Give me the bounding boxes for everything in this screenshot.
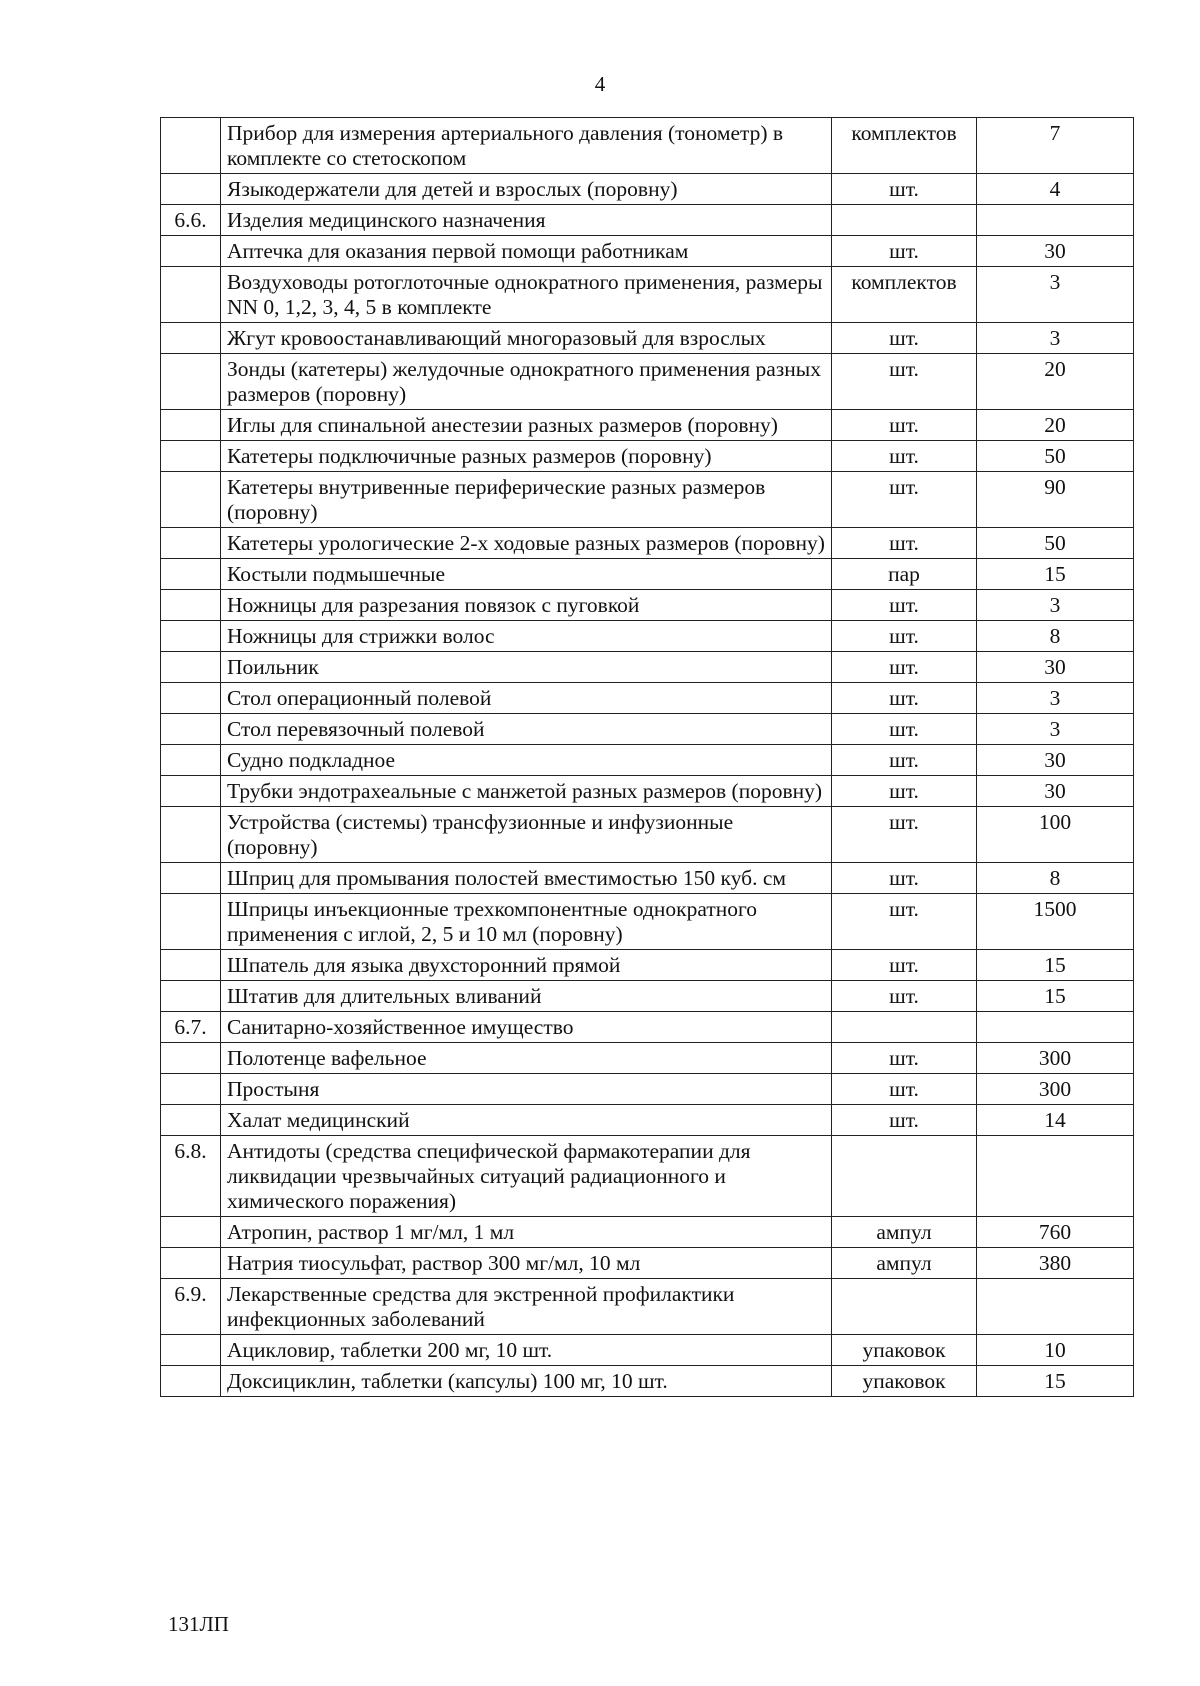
item-unit: шт. <box>832 863 977 894</box>
row-number: 6.6. <box>161 205 221 236</box>
item-quantity <box>977 1136 1134 1217</box>
item-quantity: 3 <box>977 683 1134 714</box>
item-quantity: 300 <box>977 1043 1134 1074</box>
row-number <box>161 621 221 652</box>
item-name: Прибор для измерения артериального давления (тонометр) в комплекте со стетоскопом <box>221 118 832 174</box>
table-row <box>161 174 1134 205</box>
item-name: Антидоты (средства специфической фармакотерапии для ликвидации чрезвычайных ситуаций радиационного и химического поражения) <box>221 1136 832 1217</box>
item-name: Катетеры внутривенные периферические разных размеров (поровну) <box>221 472 832 528</box>
item-unit: шт. <box>832 441 977 472</box>
item-name: Шприц для промывания полостей вместимостью 150 куб. см <box>221 863 832 894</box>
supply-table <box>160 117 1134 1397</box>
table-row <box>161 1366 1134 1397</box>
row-number <box>161 441 221 472</box>
row-number <box>161 267 221 323</box>
item-quantity: 30 <box>977 745 1134 776</box>
table-row <box>161 528 1134 559</box>
item-name: Шпатель для языка двухсторонний прямой <box>221 950 832 981</box>
row-number <box>161 323 221 354</box>
row-number <box>161 559 221 590</box>
item-quantity: 3 <box>977 267 1134 323</box>
table-row <box>161 559 1134 590</box>
item-name: Санитарно-хозяйственное имущество <box>221 1012 832 1043</box>
table-row <box>161 323 1134 354</box>
item-unit: шт. <box>832 807 977 863</box>
item-quantity: 380 <box>977 1248 1134 1279</box>
section-row <box>161 205 1134 236</box>
table-row <box>161 441 1134 472</box>
row-number <box>161 590 221 621</box>
row-number: 6.7. <box>161 1012 221 1043</box>
table-row <box>161 410 1134 441</box>
item-name: Ацикловир, таблетки 200 мг, 10 шт. <box>221 1335 832 1366</box>
row-number <box>161 683 221 714</box>
item-unit: шт. <box>832 1074 977 1105</box>
item-unit: ампул <box>832 1217 977 1248</box>
item-quantity: 100 <box>977 807 1134 863</box>
row-number <box>161 1335 221 1366</box>
item-unit: комплектов <box>832 118 977 174</box>
row-number <box>161 652 221 683</box>
item-quantity: 3 <box>977 714 1134 745</box>
item-name: Катетеры подключичные разных размеров (поровну) <box>221 441 832 472</box>
item-quantity: 30 <box>977 236 1134 267</box>
item-name: Штатив для длительных вливаний <box>221 981 832 1012</box>
item-name: Шприцы инъекционные трехкомпонентные однократного применения с иглой, 2, 5 и 10 мл (поровну) <box>221 894 832 950</box>
item-name: Изделия медицинского назначения <box>221 205 832 236</box>
item-unit <box>832 205 977 236</box>
row-number <box>161 1217 221 1248</box>
item-quantity: 15 <box>977 950 1134 981</box>
item-unit: шт. <box>832 528 977 559</box>
item-name: Атропин, раствор 1 мг/мл, 1 мл <box>221 1217 832 1248</box>
item-name: Доксициклин, таблетки (капсулы) 100 мг, 10 шт. <box>221 1366 832 1397</box>
row-number <box>161 174 221 205</box>
item-unit: ампул <box>832 1248 977 1279</box>
table-row <box>161 1217 1134 1248</box>
row-number <box>161 1043 221 1074</box>
row-number <box>161 745 221 776</box>
item-quantity: 1500 <box>977 894 1134 950</box>
item-name: Жгут кровоостанавливающий многоразовый для взрослых <box>221 323 832 354</box>
item-unit: шт. <box>832 714 977 745</box>
table-row <box>161 1043 1134 1074</box>
item-quantity: 15 <box>977 1366 1134 1397</box>
item-name: Натрия тиосульфат, раствор 300 мг/мл, 10 мл <box>221 1248 832 1279</box>
item-quantity: 50 <box>977 528 1134 559</box>
section-row <box>161 1136 1134 1217</box>
item-unit: шт. <box>832 683 977 714</box>
item-name: Катетеры урологические 2-х ходовые разных размеров (поровну) <box>221 528 832 559</box>
item-name: Языкодержатели для детей и взрослых (поровну) <box>221 174 832 205</box>
section-row <box>161 1012 1134 1043</box>
row-number <box>161 1074 221 1105</box>
table-row <box>161 776 1134 807</box>
row-number: 6.9. <box>161 1279 221 1335</box>
item-name: Устройства (системы) трансфузионные и инфузионные (поровну) <box>221 807 832 863</box>
item-unit: шт. <box>832 1043 977 1074</box>
document-code: 131ЛП <box>168 1612 229 1636</box>
table-row <box>161 621 1134 652</box>
item-name: Аптечка для оказания первой помощи работникам <box>221 236 832 267</box>
item-name: Зонды (катетеры) желудочные однократного применения разных размеров (поровну) <box>221 354 832 410</box>
row-number <box>161 1105 221 1136</box>
table-row <box>161 745 1134 776</box>
table-row <box>161 1335 1134 1366</box>
item-quantity: 7 <box>977 118 1134 174</box>
item-quantity: 4 <box>977 174 1134 205</box>
item-unit: комплектов <box>832 267 977 323</box>
table-row <box>161 807 1134 863</box>
item-unit: шт. <box>832 354 977 410</box>
item-quantity: 20 <box>977 354 1134 410</box>
item-quantity: 300 <box>977 1074 1134 1105</box>
row-number <box>161 354 221 410</box>
row-number <box>161 807 221 863</box>
item-name: Судно подкладное <box>221 745 832 776</box>
item-unit: шт. <box>832 652 977 683</box>
row-number: 6.8. <box>161 1136 221 1217</box>
row-number <box>161 863 221 894</box>
item-quantity <box>977 1012 1134 1043</box>
row-number <box>161 236 221 267</box>
item-name: Простыня <box>221 1074 832 1105</box>
row-number <box>161 894 221 950</box>
table-row <box>161 236 1134 267</box>
page-number: 4 <box>594 72 606 96</box>
item-unit: упаковок <box>832 1366 977 1397</box>
item-quantity: 20 <box>977 410 1134 441</box>
row-number <box>161 950 221 981</box>
row-number <box>161 118 221 174</box>
item-name: Лекарственные средства для экстренной профилактики инфекционных заболеваний <box>221 1279 832 1335</box>
item-name: Стол перевязочный полевой <box>221 714 832 745</box>
item-unit: шт. <box>832 174 977 205</box>
item-quantity: 30 <box>977 776 1134 807</box>
item-unit: шт. <box>832 410 977 441</box>
item-unit: шт. <box>832 950 977 981</box>
table-row <box>161 894 1134 950</box>
table-row <box>161 267 1134 323</box>
item-unit: шт. <box>832 894 977 950</box>
item-quantity: 760 <box>977 1217 1134 1248</box>
table-row <box>161 1105 1134 1136</box>
item-unit <box>832 1012 977 1043</box>
item-name: Трубки эндотрахеальные с манжетой разных размеров (поровну) <box>221 776 832 807</box>
table-row <box>161 863 1134 894</box>
item-quantity <box>977 1279 1134 1335</box>
item-unit: шт. <box>832 472 977 528</box>
item-quantity: 3 <box>977 590 1134 621</box>
row-number <box>161 1248 221 1279</box>
table-row <box>161 981 1134 1012</box>
item-name: Халат медицинский <box>221 1105 832 1136</box>
table-row <box>161 354 1134 410</box>
table-body <box>161 118 1134 1397</box>
table-row <box>161 714 1134 745</box>
item-quantity: 15 <box>977 559 1134 590</box>
item-unit <box>832 1136 977 1217</box>
item-unit: шт. <box>832 236 977 267</box>
item-unit: упаковок <box>832 1335 977 1366</box>
item-quantity: 90 <box>977 472 1134 528</box>
item-quantity: 50 <box>977 441 1134 472</box>
item-name: Поильник <box>221 652 832 683</box>
item-unit: шт. <box>832 1105 977 1136</box>
item-quantity: 3 <box>977 323 1134 354</box>
item-quantity: 8 <box>977 621 1134 652</box>
row-number <box>161 776 221 807</box>
item-quantity: 14 <box>977 1105 1134 1136</box>
table-row <box>161 118 1134 174</box>
item-quantity: 30 <box>977 652 1134 683</box>
table-row <box>161 1074 1134 1105</box>
item-quantity: 15 <box>977 981 1134 1012</box>
item-quantity <box>977 205 1134 236</box>
item-name: Стол операционный полевой <box>221 683 832 714</box>
item-name: Костыли подмышечные <box>221 559 832 590</box>
item-name: Ножницы для разрезания повязок с пуговкой <box>221 590 832 621</box>
item-name: Воздуховоды ротоглоточные однократного применения, размеры NN 0, 1,2, 3, 4, 5 в комплекте <box>221 267 832 323</box>
item-name: Иглы для спинальной анестезии разных размеров (поровну) <box>221 410 832 441</box>
item-unit <box>832 1279 977 1335</box>
item-quantity: 8 <box>977 863 1134 894</box>
item-name: Полотенце вафельное <box>221 1043 832 1074</box>
item-name: Ножницы для стрижки волос <box>221 621 832 652</box>
row-number <box>161 981 221 1012</box>
table-row <box>161 590 1134 621</box>
item-unit: пар <box>832 559 977 590</box>
row-number <box>161 410 221 441</box>
table-row <box>161 683 1134 714</box>
item-unit: шт. <box>832 776 977 807</box>
item-unit: шт. <box>832 981 977 1012</box>
item-unit: шт. <box>832 621 977 652</box>
section-row <box>161 1279 1134 1335</box>
item-unit: шт. <box>832 590 977 621</box>
item-quantity: 10 <box>977 1335 1134 1366</box>
row-number <box>161 714 221 745</box>
row-number <box>161 1366 221 1397</box>
row-number <box>161 472 221 528</box>
table-row <box>161 472 1134 528</box>
item-unit: шт. <box>832 745 977 776</box>
table-row <box>161 652 1134 683</box>
item-unit: шт. <box>832 323 977 354</box>
table-row <box>161 950 1134 981</box>
row-number <box>161 528 221 559</box>
table-row <box>161 1248 1134 1279</box>
